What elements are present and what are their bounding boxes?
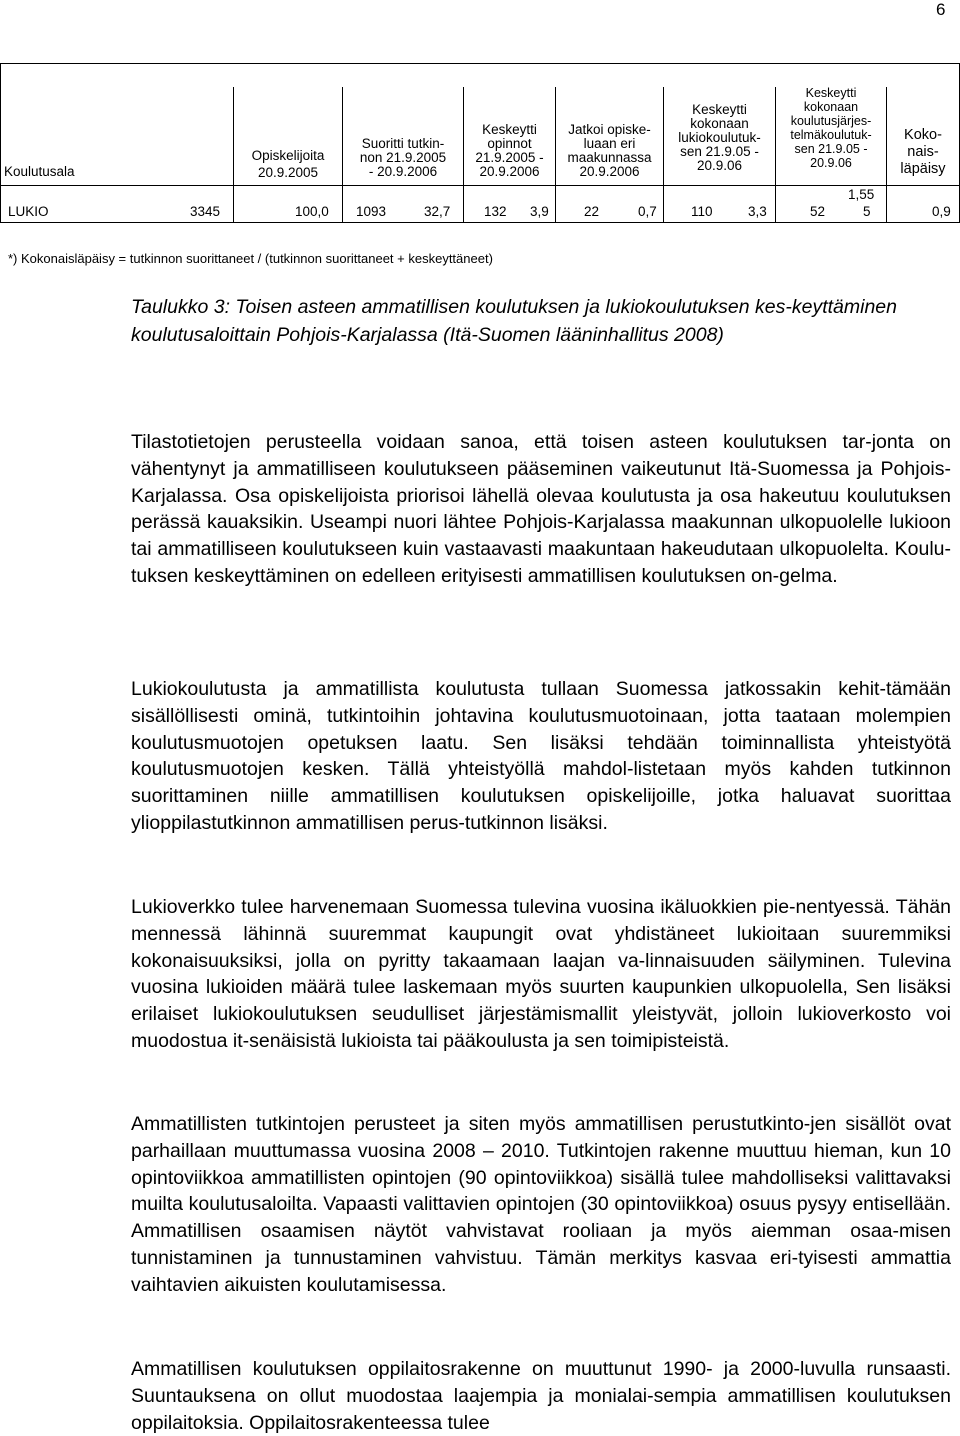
paragraph: Lukioverkko tulee harvenemaan Suomessa tulevina vuosina ikäluokkien pie-nentyessä. Tähän mennessä lähinnä suuremmat kaupungit ovat yhdistäneet lukioitaan suuremmiksi kokonaisuuksiksi, jolla on pyritty takaamaan laajan va-linnaisuuden säilyminen. Tulevina vuosina lukioiden määrä tulee laskemaan myös suurten kaupunkien ulkopuolella, Sen lisäksi erilaiset lukiokoulutuksen seudulliset järjestämismallit yleistyvät, jolloin lukioverkosto voi muodostua it-senäisistä lukioista tai pääkoulusta ja sen toimipisteistä. — [131, 896, 951, 1052]
header-opiskelijoita: Opiskelijoita 20.9.2005 — [251, 148, 325, 180]
header-kokonaislapaisy: Koko- nais- läpäisy — [900, 127, 946, 177]
paragraph: Ammatillisen koulutuksen oppilaitosrakenne on muuttunut 1990- ja 2000-luvulla runsaasti. Suuntauksena on ollut muodostaa laajempia ja monialai-sempia ammatillisen koulutuksen oppilaitoksia. Oppilaitosrakenteessa tulee — [131, 1358, 951, 1434]
table-cell: 3,9 — [530, 204, 549, 219]
table-footnote: *) Kokonaisläpäisy = tutkinnon suorittaneet / (tutkinnon suorittaneet + keskeyttäneet) — [8, 251, 493, 266]
header-keskeytti-opinnot: Keskeytti opinnot 21.9.2005 - 20.9.2006 — [475, 122, 544, 179]
table-cell: 32,7 — [424, 204, 451, 219]
paragraph: Lukiokoulutusta ja ammatillista koulutusta tullaan Suomessa jatkossakin kehit-tämään sisällöllisesti ominä, tutkintoihin johtavina koulutusmuotoinaan, jotta taataan molempien koulutusmuotojen opetuksen laatu. Sen lisäksi tehdään toiminnallista yhteistyötä koulutusmuotojen kesken. Tällä yhteistyöllä mahdol-listetaan myös kahden tutkinnon suorittaminen niille ammatillisen koulutuksen opiskelijoille, jotka haluavat suorittaa ylioppilastutkinnon ammatillisen perus-tutkinnon lisäksi. — [131, 678, 951, 834]
row-label: LUKIO — [8, 204, 49, 219]
table-cell: 22 — [584, 204, 600, 219]
table-cell: 3,3 — [748, 204, 767, 219]
header-keskeytti-lukio: Keskeytti kokonaan lukiokoulutuk- sen 21.9.05 - 20.9.06 — [678, 102, 761, 173]
page-number: 6 — [936, 0, 946, 19]
table-cell-total: 0,9 — [932, 204, 951, 219]
table-cell: 100,0 — [295, 204, 329, 219]
table-cell: 52 — [810, 204, 826, 219]
header-koulutusala: Koulutusala — [4, 164, 75, 179]
table-cell: 110 — [691, 204, 713, 219]
table-cell: 1,55 — [848, 187, 875, 202]
table-cell: 1093 — [356, 204, 387, 219]
header-keskeytti-jarjestelma: Keskeytti kokonaan koulutusjärjes- telmäkoulutuk- sen 21.9.05 - 20.9.06 — [790, 86, 872, 170]
header-suoritti: Suoritti tutkin- non 21.9.2005 - 20.9.2006 — [359, 136, 447, 179]
table-cell: 5 — [863, 204, 871, 219]
paragraph: Tilastotietojen perusteella voidaan sanoa, että toisen asteen koulutuksen tar-jonta on vähentynyt ja ammatilliseen koulutukseen pääseminen vaikeutunut Itä-Suomessa ja Pohjois-Karjalassa. Osa opiskelijoista priorisoi lähellä olevaa koulutusta ja osa hakeutuu koulutuksen perässä kauaksikin. Useampi nuori lähtee Pohjois-Karjalassa maakunnan ulkopuolelle lukioon tai ammatilliseen koulutukseen kuin vastaavasti maakuntaan hakeudutaan ulkopuolelta. Koulu-tuksen keskeyttäminen on edelleen erityisesti ammatillisen koulutuksen on-gelma. — [131, 431, 951, 587]
table-cell: 0,7 — [638, 204, 657, 219]
paragraph: Ammatillisten tutkintojen perusteet ja siten myös ammatillisen perustutkinto-jen sisällöt ovat parhaillaan muuttumassa vuosina 2008 – 2010. Tutkintojen rakenne muuttuu hieman, kun 10 opintoviikkoa ammatillisten opintojen (90 opintoviikkoa) sisällä tulee mahdolliseksi valittavaksi muilta koulutusaloilta. Vapaasti valittavien opintojen (30 opintoviikkoa) osuus pysyy entisellään. Ammatillisen osaamisen näytöt vahvistavat rooliaan ja myös aiemman osaa-misen tunnistaminen ja tunnustaminen vahvistuu. Tämän merkitys kasvaa eri-tyisesti ammattia vaihtavien aikuisten koulutamisessa. — [131, 1113, 951, 1296]
header-jatkoi: Jatkoi opiske- luaan eri maakunnassa 20.9.2006 — [567, 122, 652, 179]
table-cell: 132 — [484, 204, 507, 219]
table-cell: 3345 — [190, 204, 221, 219]
table-caption: Taulukko 3: Toisen asteen ammatillisen koulutuksen ja lukiokoulutuksen kes-keyttäminen koulutusaloittain Pohjois-Karjalassa (Itä-Suomen lääninhallitus 2008) — [131, 296, 897, 346]
dropout-table — [0, 63, 960, 223]
